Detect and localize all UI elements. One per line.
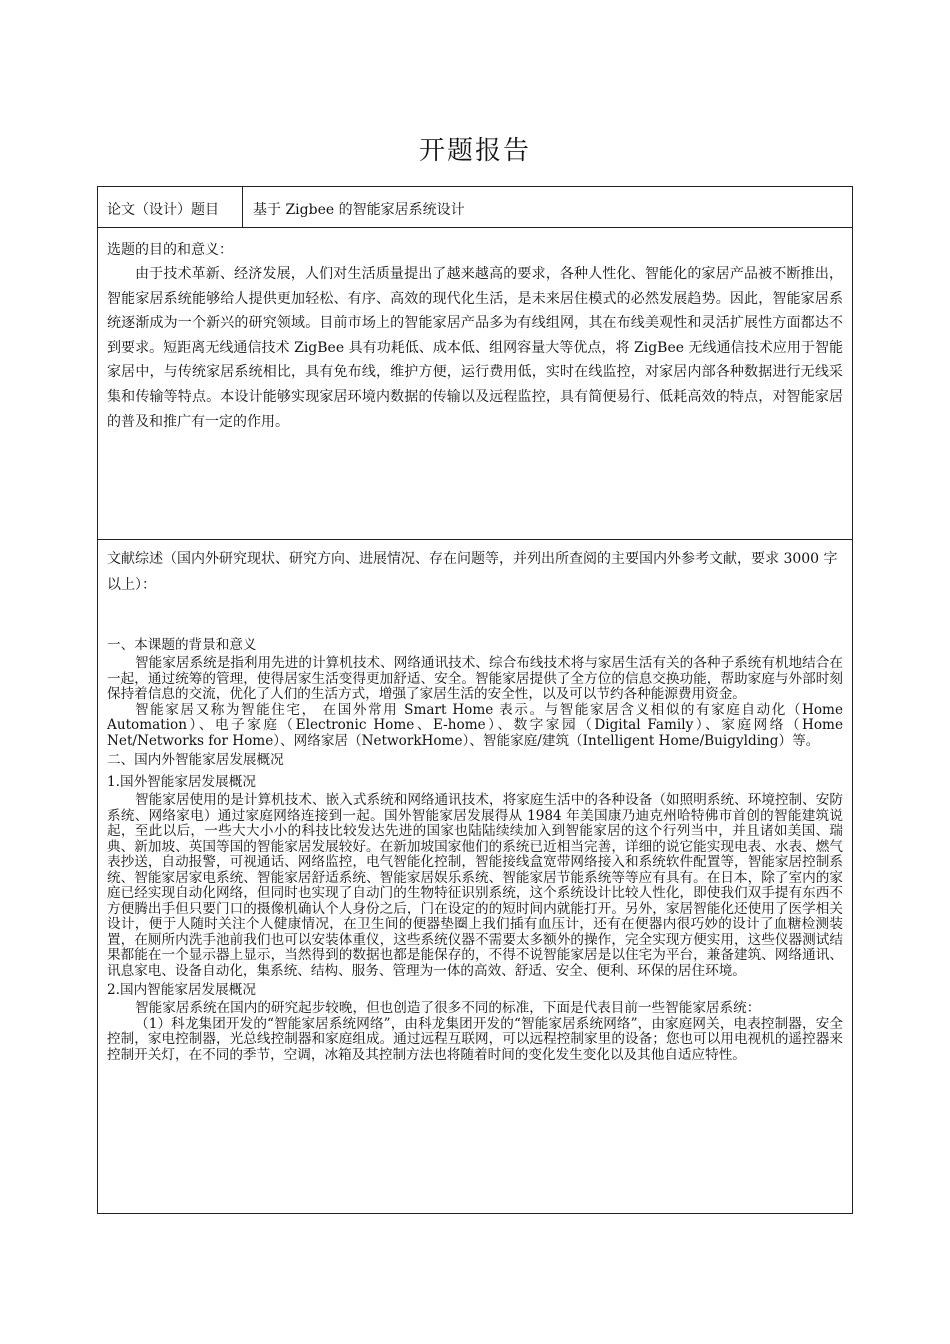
topic-row <box>98 187 852 228</box>
section-2-2-item-1: （1）科龙集团开发的“智能家居系统网络”，由科龙集团开发的“智能家居系统网络”，由家庭网关，电表控制器，安全控制，家电控制器，光总线控制器和家庭组成。通过远程互联网，可以远程控制家里的设备；您也可以用电视机的遥控器来控制开关灯，在不同的季节，空调，冰箱及其控制方法也将随着时间的变化发生变化以及其他自适应特性。 <box>107 1015 843 1063</box>
section-1-paragraph-1: 智能家居系统是指利用先进的计算机技术、网络通讯技术、综合布线技术将与家居生活有关的各种子系统有机地结合在一起，通过统筹的管理，使得居家生活变得更加舒适、安全。智能家居提供了全方位的信息交换功能，帮助家庭与外部时刻保持着信息的交流，优化了人们的生活方式，增强了家居生活的安全性，以及可以节约各种能源费用资金。 <box>107 655 843 702</box>
purpose-section <box>98 228 852 540</box>
purpose-heading: 选题的目的和意义： <box>107 242 233 258</box>
section-1-title: 一、本课题的背景和意义 <box>107 637 257 653</box>
review-section <box>98 540 852 1213</box>
section-2-2-title: 2.国内智能家居发展概况 <box>107 982 256 998</box>
review-heading: 文献综述（国内外研究现状、研究方向、进展情况、存在问题等，并列出所查阅的主要国内外参考文献，要求 3000 字以上）： <box>107 551 838 593</box>
purpose-paragraph: 由于技术革新、经济发展，人们对生活质量提出了越来越高的要求，各种人性化、智能化的家居产品被不断推出，智能家居系统能够给人提供更加轻松、有序、高效的现代化生活，是未来居住模式的必然发展趋势。因此，智能家居系统逐渐成为一个新兴的研究领域。目前市场上的智能家居产品多为有线组网，其在布线美观性和灵活扩展性方面都达不到要求。短距离无线通信技术 ZigBee 具有功耗低、成本低、组网容量大等优点，将 ZigBee 无线通信技术应用于智能家居中，与传统家居系统相比，具有免布线，维护方便，运行费用低，实时在线监控，对家居内部各种数据进行无线采集和传输等特点。本设计能够实现家居环境内数据的传输以及远程监控，具有简便易行、低耗高效的特点，对智能家居的普及和推广有一定的作用。 <box>107 266 843 430</box>
topic-value: 基于 Zigbee 的智能家居系统设计 <box>253 202 465 218</box>
section-2-1-paragraph: 智能家居使用的是计算机技术、嵌入式系统和网络通讯技术，将家庭生活中的各种设备（如照明系统、环境控制、安防系统、网络家电）通过家庭网络连接到一起。国外智能家居发展得从 1984 年美国康乃迪克州哈特佛市首创的智能建筑说起，至此以后，一些大大小小的科技比较发达先进的国家也陆陆续续加入到智能家居的这个行列当中，并且诸如美国、瑞典、新加坡、英国等国的智能家居发展较好。在新加坡国家他们的系统已近相当完善，详细的说它能实现电表、水表、燃气表抄送，自动报警，可视通话、网络监控，电气智能化控制，智能接线盒宽带网络接入和系统软件配置等，智能家居控制系统、智能家居家电系统、智能家居舒适系统、智能家居娱乐系统、智能家居节能系统等等应有具有。在日本，除了室内的家庭已经实现自动化网络，但同时也实现了自动门的生物特征识别系统，这个系统设计比较人性化，即使我们双手提有东西不方便腾出手但只要门口的摄像机确认个人身份之后，门在设定的的短时间内就能打开。另外，家居智能化还使用了医学相关设计，便于人随时关注个人健康情况，在卫生间的便器垫圈上我们插有血压计，还有在便器内很巧妙的设计了血糖检测装置，在厕所内洗手池前我们也可以安装体重仪，这些系统仪器不需要太多额外的操作，完全实现方便实用，这些仪器测试结果都能在一个显示器上显示，当然得到的数据也都是能保存的，不得不说智能家居是以住宅为平台，兼备建筑、网络通讯、讯息家电、设备自动化，集系统、结构、服务、管理为一体的高效、舒适、安全、便利、环保的居住环境。 <box>107 792 843 979</box>
section-2-title: 二、国内外智能家居发展概况 <box>107 752 284 768</box>
report-table <box>97 186 853 1214</box>
topic-label: 论文（设计）题目 <box>98 187 243 227</box>
section-2-2-paragraph: 智能家居系统在国内的研究起步较晚，但也创造了很多不同的标准，下面是代表目前一些智能家居系统： <box>135 1000 761 1016</box>
section-2-1-title: 1.国外智能家居发展概况 <box>107 774 256 790</box>
section-1-paragraph-2: 智能家居又称为智能住宅， 在国外常用 Smart Home 表示。与智能家居含义相似的有家庭自动化（Home Automation）、电子家庭（Electronic Home、E-home）、数字家园（Digital Family）、家庭网络（Home Net/Networks for Home）、网络家居（NetworkHome）、智能家庭/建筑（Intelligent Home/Buigylding）等。 <box>107 701 843 749</box>
review-body <box>107 634 843 1063</box>
page-title: 开题报告 <box>418 136 531 166</box>
